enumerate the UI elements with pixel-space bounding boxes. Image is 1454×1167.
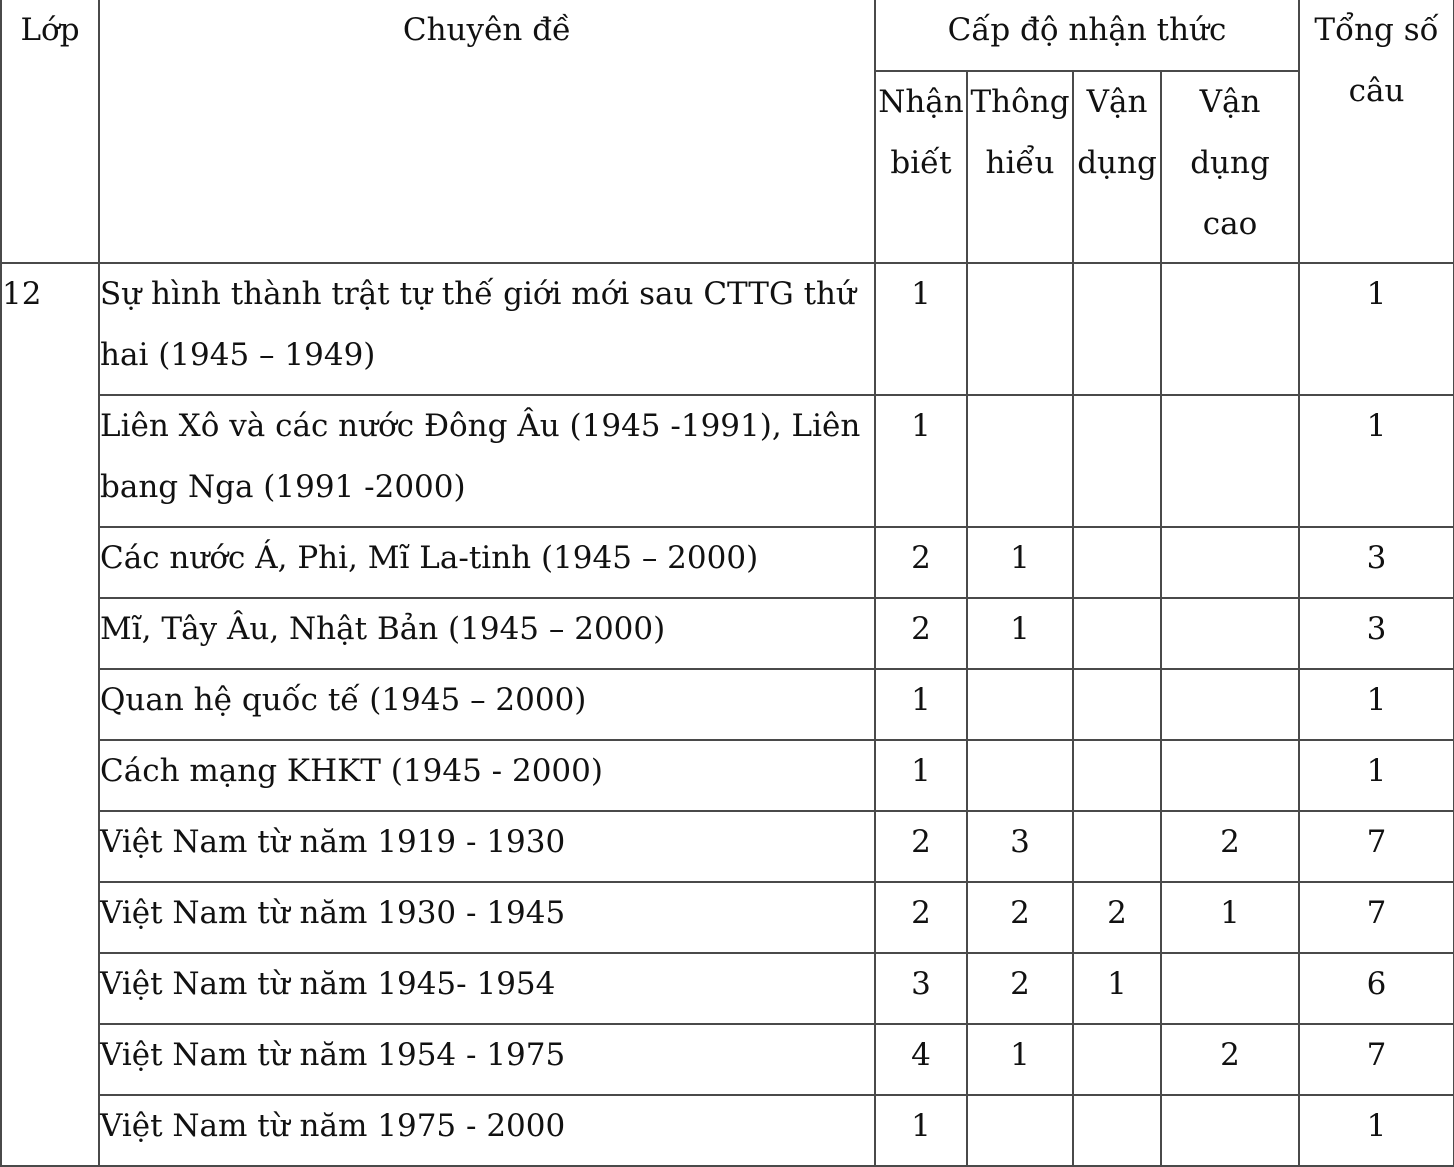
application-cell [1073, 395, 1161, 527]
total-cell: 1 [1299, 669, 1454, 740]
total-cell: 1 [1299, 740, 1454, 811]
application-cell: 1 [1073, 953, 1161, 1024]
comprehension-cell [967, 395, 1073, 527]
table-row [1, 811, 1454, 882]
total-cell: 6 [1299, 953, 1454, 1024]
topic-cell: Sự hình thành trật tự thế giới mới sau CTTG thứ hai (1945 – 1949) [99, 263, 875, 395]
application-cell [1073, 527, 1161, 598]
total-cell: 1 [1299, 263, 1454, 395]
total-cell: 3 [1299, 527, 1454, 598]
advanced-application-cell: 2 [1161, 1024, 1299, 1095]
application-cell [1073, 1024, 1161, 1095]
grade-header: Lớp [1, 0, 99, 263]
recognition-cell: 1 [875, 1095, 967, 1166]
topic-cell: Việt Nam từ năm 1930 - 1945 [99, 882, 875, 953]
table-row [1, 395, 1454, 527]
topic-cell: Việt Nam từ năm 1954 - 1975 [99, 1024, 875, 1095]
topic-cell: Quan hệ quốc tế (1945 – 2000) [99, 669, 875, 740]
comprehension-cell: 3 [967, 811, 1073, 882]
advanced-application-cell: 2 [1161, 811, 1299, 882]
advanced-application-cell [1161, 740, 1299, 811]
application-cell: 2 [1073, 882, 1161, 953]
comprehension-cell: 1 [967, 527, 1073, 598]
advanced-application-cell: 1 [1161, 882, 1299, 953]
table-row [1, 1095, 1454, 1166]
application-cell [1073, 598, 1161, 669]
topic-cell: Các nước Á, Phi, Mĩ La-tinh (1945 – 2000) [99, 527, 875, 598]
comprehension-cell [967, 1095, 1073, 1166]
level-header-application: Vận dụng [1073, 71, 1161, 263]
cognitive-level-header: Cấp độ nhận thức [875, 0, 1299, 71]
comprehension-cell: 2 [967, 953, 1073, 1024]
topic-cell: Mĩ, Tây Âu, Nhật Bản (1945 – 2000) [99, 598, 875, 669]
recognition-cell: 1 [875, 740, 967, 811]
total-cell: 1 [1299, 1095, 1454, 1166]
table-row [1, 1024, 1454, 1095]
advanced-application-cell [1161, 953, 1299, 1024]
application-cell [1073, 263, 1161, 395]
application-cell [1073, 669, 1161, 740]
advanced-application-cell [1161, 527, 1299, 598]
topic-cell: Việt Nam từ năm 1975 - 2000 [99, 1095, 875, 1166]
recognition-cell: 1 [875, 263, 967, 395]
level-header-advanced-application: Vận dụng cao [1161, 71, 1299, 263]
advanced-application-cell [1161, 1095, 1299, 1166]
table-row [1, 598, 1454, 669]
advanced-application-cell [1161, 669, 1299, 740]
comprehension-cell [967, 263, 1073, 395]
total-cell: 7 [1299, 882, 1454, 953]
total-cell: 3 [1299, 598, 1454, 669]
topic-cell: Cách mạng KHKT (1945 - 2000) [99, 740, 875, 811]
level-header-comprehension: Thông hiểu [967, 71, 1073, 263]
table-row [1, 527, 1454, 598]
recognition-cell: 2 [875, 882, 967, 953]
comprehension-cell [967, 669, 1073, 740]
recognition-cell: 1 [875, 669, 967, 740]
table-row [1, 953, 1454, 1024]
application-cell [1073, 740, 1161, 811]
recognition-cell: 2 [875, 598, 967, 669]
recognition-cell: 2 [875, 811, 967, 882]
advanced-application-cell [1161, 395, 1299, 527]
recognition-cell: 1 [875, 395, 967, 527]
advanced-application-cell [1161, 263, 1299, 395]
total-cell: 7 [1299, 1024, 1454, 1095]
topic-header: Chuyên đề [99, 0, 875, 263]
comprehension-cell: 1 [967, 1024, 1073, 1095]
table-row [1, 669, 1454, 740]
recognition-cell: 2 [875, 527, 967, 598]
topic-cell: Liên Xô và các nước Đông Âu (1945 -1991), Liên bang Nga (1991 -2000) [99, 395, 875, 527]
recognition-cell: 4 [875, 1024, 967, 1095]
application-cell [1073, 811, 1161, 882]
advanced-application-cell [1161, 598, 1299, 669]
grade-cell: 12 [1, 263, 99, 1166]
table-row [1, 740, 1454, 811]
total-cell: 1 [1299, 395, 1454, 527]
comprehension-cell: 2 [967, 882, 1073, 953]
comprehension-cell [967, 740, 1073, 811]
recognition-cell: 3 [875, 953, 967, 1024]
level-header-recognition: Nhận biết [875, 71, 967, 263]
topic-cell: Việt Nam từ năm 1945- 1954 [99, 953, 875, 1024]
application-cell [1073, 1095, 1161, 1166]
total-header: Tổng số câu [1299, 0, 1454, 263]
topic-cell: Việt Nam từ năm 1919 - 1930 [99, 811, 875, 882]
table-row [1, 882, 1454, 953]
comprehension-cell: 1 [967, 598, 1073, 669]
table-row [1, 263, 1454, 395]
total-cell: 7 [1299, 811, 1454, 882]
